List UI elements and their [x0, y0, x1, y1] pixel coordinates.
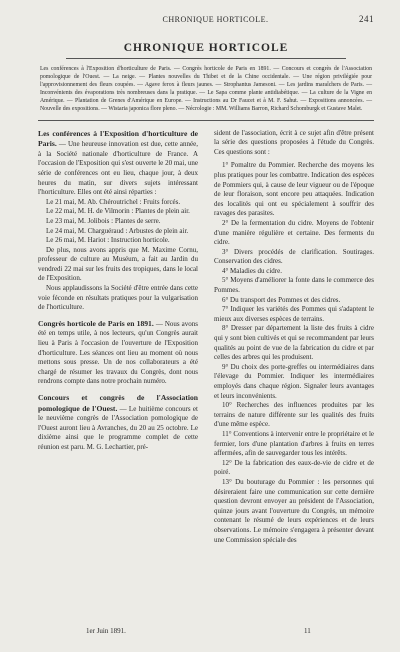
lecture-item: Le 24 mai, M. Charguéraud : Arbustes de plein air.	[46, 226, 189, 235]
lecture-item: Le 22 mai, M. H. de Vilmorin : Plantes de plein air.	[46, 207, 190, 216]
right-intro: sident de l'association, écrit à ce sujet afin d'être présent la série des questions proposées à l'étude du Congrès. Ces questions sont :	[214, 128, 374, 156]
question-item: 4° Maladies du cidre.	[222, 266, 282, 275]
section1-intro: — Une heureuse innovation est due, cette année, à la Société nationale d'horticulture de France. A l'occasion de l'Exposition qui s'est ouverte le 20 mai, une série de conférences ont eu lieu, chaque jour, à deux heures du matin, sur divers sujets intéressant l'horticulture. Elles ont été ainsi réparties :	[38, 140, 198, 197]
section2	[38, 319, 198, 387]
section1-heading: Les conférences à l'Exposition d'horticulture de Paris.	[38, 128, 198, 149]
running-head	[38, 14, 374, 28]
section1	[38, 129, 198, 198]
section-title: CHRONIQUE HORTICOLE	[123, 42, 289, 54]
question-item: 11° Conventions à intervenir entre le propriétaire et le fermier, lors d'une plantation d'arbres à fruits en terres affermées, afin de sauvegarder tous les intérêts.	[214, 429, 374, 458]
section2-text: — Nous avons été en temps utile, à nos lecteurs, qu'un Congrès aurait lieu à Paris à l'occasion de l'ouverture de l'Exposition d'horticulture. Les séances ont lieu au moment où nous mettons sous presse. Un de nos collaborateurs a été chargé de résumer les travaux du Congrès, dont nous rendrons compte dans notre prochain numéro.	[38, 319, 199, 386]
question-item: 6° Du transport des Pommes et des cidres.	[222, 295, 341, 304]
section2-heading: Congrès horticole de Paris en 1891.	[38, 318, 154, 328]
left-column	[38, 129, 198, 546]
page-number: 241	[359, 14, 374, 24]
section1-paragraph: Nous applaudissons la Société d'être entrée dans cette voie féconde en résultats pratiques pour la vulgarisation de l'horticulture.	[38, 284, 198, 312]
divider-top	[66, 58, 346, 59]
right-column	[214, 129, 374, 546]
question-item: 12° De la fabrication des eaux-de-vie de cidre et de poiré.	[214, 458, 374, 477]
question-item: 1° Pomaltre du Pommier. Recherche des moyens les plus pratiques pour les combattre. Indication des espèces de Pommiers qui, à cause de leur vigueur ou de l'époque de leur floraison, sont encore peu attaquées. Indication des localités qui ont eu spécialement à souffrir des ravages des parasites.	[214, 161, 374, 218]
section3-text: — Le huitième concours et le neuvième congrès de l'Association pomologique de l'Ouest auront lieu à Avranches, du 20 au 25 octobre. Le dixième ainsi que le programme complet de cette réunion est paru. M. G. Lechartier, pré-	[38, 404, 198, 451]
question-item: 3° Divers procédés de clarification. Soutirages. Conservation des cidres.	[214, 247, 374, 266]
running-title: CHRONIQUE HORTICOLE.	[162, 15, 269, 24]
lecture-item: Le 23 mai, M. Jolibois : Plantes de serre.	[46, 216, 161, 225]
question-item: 13° Du bouturage du Pommier : les personnes qui désireraient faire une communication sur cette dernière question devront envoyer au président de l'Association, quinze jours avant l'ouverture du Congrès, un mémoire contenant le résumé de leurs expériences et de leurs observations. Le mémoire s'engagera à présenter devant une Commission spéciale des	[214, 477, 374, 544]
lecture-item: Le 26 mai, M. Hariot : Instruction horticole.	[46, 236, 170, 245]
signature-number: 11	[304, 627, 311, 635]
question-item: 10° Recherches des influences produites par les terrains de nature différente sur les qualités des fruits d'une même espèce.	[214, 401, 374, 429]
question-item: 9° Du choix des porte-greffes ou intermédiaires dans l'élevage du Pommier. Indiquer les intermédiaires employés dans chaque région. Signaler leurs avantages et leurs inconvénients.	[214, 362, 374, 400]
two-column-body	[38, 129, 374, 546]
section3-heading: Concours et congrès de l'Association pomologique de l'Ouest.	[38, 393, 198, 413]
section3	[38, 393, 198, 453]
summary-paragraph: Les conférences à l'Exposition d'horticulture de Paris. — Congrès horticole de Paris en 1891. — Concours et congrès de l'Association pomologique de l'Ouest. — La neige. — Plantes nouvelles du Thibet et de la Chine occidentale. — Une région privilégiée pour l'approvisionnement des fleurs coupées. — Agave ferox à fleurs jaunes. — Strophantus Jamesoni. — Les jardins maraîchers de Paris. — Inconvénients des évaporations très nombreuses dans la pratique. — Le Sapa comme plante antidiabétique. — La culture de la Vigne en Amérique. — Plantation de Grenes d'Amérique en Europe. — Instructions au Dr Faucet et à M. F. Sahut. — Expositions annoncées. — Nouvelle des expositions. — Wistaria japonica flore pleno. — Nécrologie : MM. Williams Barron, Richard Schomburgk et Gustave Malet.	[40, 66, 372, 113]
divider-bottom	[38, 120, 374, 121]
issue-date: 1er Juin 1891.	[86, 627, 126, 635]
question-item: 8° Dresser par département la liste des fruits à cidre qui y sont bien cultivés et qui se recommandent par leurs qualités au point de vue de la fabrication du cidre et par celles des arbres qui les produisent.	[214, 324, 374, 362]
question-item: 7° Indiquer les variétés des Pommes qui s'adaptent le mieux aux diverses espèces de terrains.	[214, 305, 374, 323]
lecture-item: Le 21 mai, M. Ab. Chéroutrichel : Fruits forcés.	[46, 197, 181, 206]
question-item: 5° Moyens d'améliorer la fonte dans le commerce des Pommes.	[214, 276, 374, 295]
question-item: 2° De la fermentation du cidre. Moyens de l'obtenir d'une manière régulière et certaine. Des ferments du cidre.	[214, 218, 374, 247]
section1-paragraph: De plus, nous avons appris que M. Maxime Cornu, professeur de culture au Muséum, a fait au Jardin du vendredi 22 mai sur les fruits des tropiques, dans le local de l'Exposition.	[38, 245, 198, 283]
